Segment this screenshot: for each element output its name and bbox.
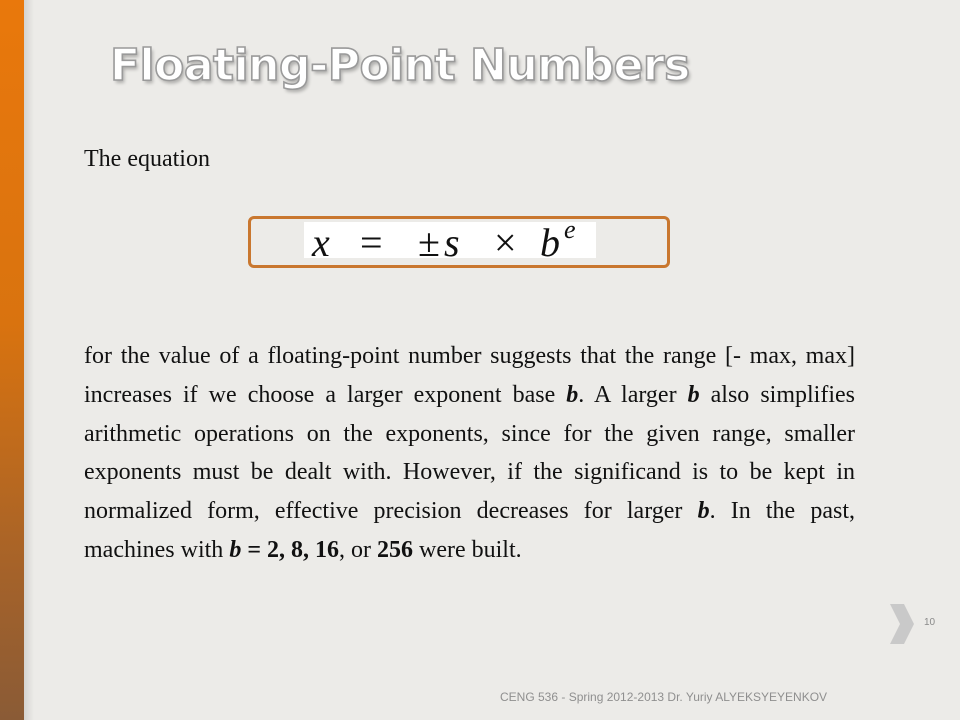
equation-plus-minus: ± [418, 220, 440, 265]
var-b-4: b [229, 536, 242, 563]
paragraph-part-5: , or [339, 536, 377, 563]
chevron-right-icon [886, 602, 916, 646]
var-b-1: b [566, 381, 579, 408]
var-b-3: b [697, 498, 710, 525]
paragraph-part-6: were built. [413, 536, 522, 563]
equation-exponent-e: e [564, 216, 576, 244]
equation-s: s [444, 220, 460, 265]
page-number: 10 [924, 617, 936, 628]
slide-title: Floating-Point Numbers [110, 40, 690, 91]
paragraph-part-1: for the value of a floating-point number suggests that the range [- max, max] increases if we choose a larger exponent base [84, 343, 855, 408]
sidebar-accent-bar [0, 0, 24, 720]
var-b-2: b [687, 381, 700, 408]
base-values: = 2, 8, 16 [241, 536, 339, 563]
equation-equals: = [360, 220, 383, 265]
equation [304, 216, 604, 266]
footer-text: CENG 536 - Spring 2012-2013 Dr. Yuriy ALYEKSYEYENKOV [500, 690, 828, 704]
intro-text: The equation [84, 146, 210, 172]
equation-times: × [494, 220, 517, 265]
sidebar-shadow [24, 0, 34, 720]
body-paragraph [84, 337, 855, 570]
paragraph-part-2: . A larger [578, 381, 688, 408]
equation-b: b [540, 220, 560, 265]
paragraph-part-4: . In the past, machines with [84, 498, 856, 563]
base-value-256: 256 [377, 536, 413, 563]
paragraph-part-3: also simplifies arithmetic operations on the exponents, since for the given range, smaller exponents must be dealt with. However, if the significand is to be kept in normalized form, effective precision decreases for larger [84, 381, 855, 525]
equation-x: x [312, 220, 330, 265]
